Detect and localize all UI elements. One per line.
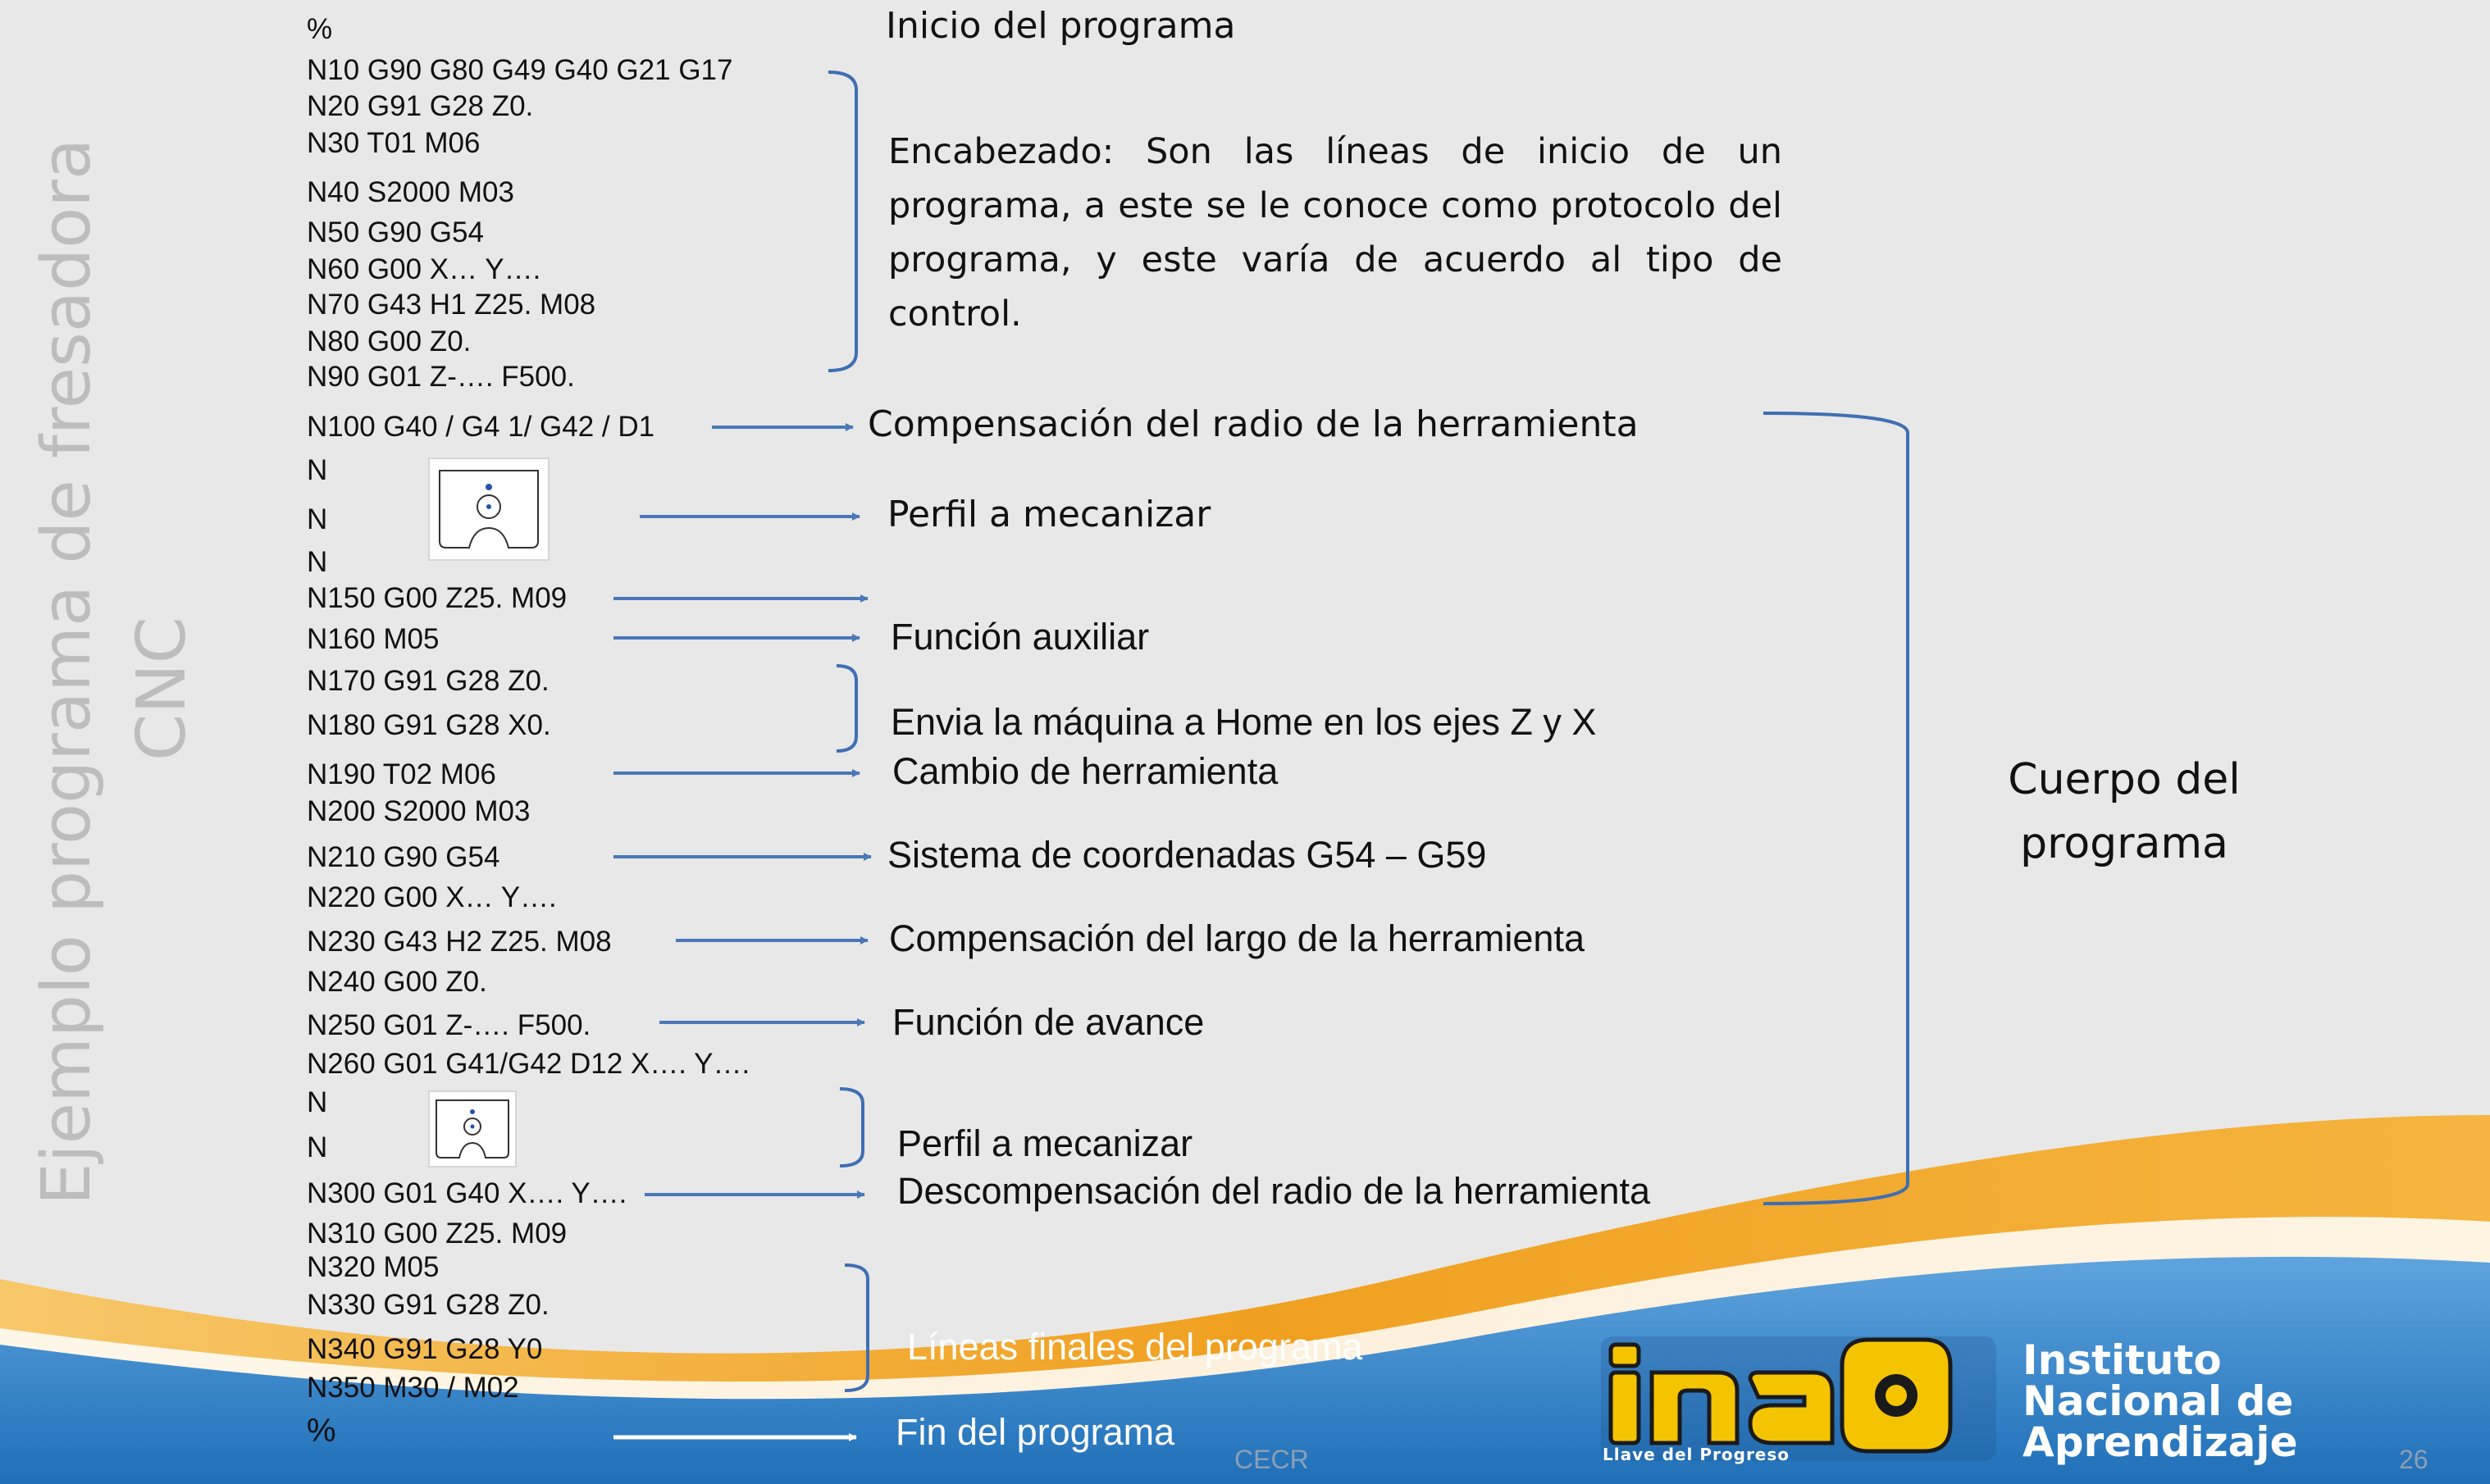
institute-line1: Instituto <box>2023 1336 2222 1384</box>
label-sistema-coordenadas: Sistema de coordenadas G54 – G59 <box>887 834 1487 876</box>
program-line: N70 G43 H1 Z25. M08 <box>307 289 596 321</box>
label-cuerpo-line2: programa <box>2020 819 2228 868</box>
label-cambio-herramienta: Cambio de herramienta <box>892 750 1279 792</box>
program-line: N50 G90 G54 <box>307 216 484 248</box>
program-line: N40 S2000 M03 <box>307 176 514 208</box>
label-lineas-finales: Líneas finales del programa <box>907 1326 1363 1368</box>
program-line: N330 G91 G28 Z0. <box>307 1289 550 1321</box>
institute-line2: Nacional de <box>2023 1377 2294 1425</box>
program-line: N180 G91 G28 X0. <box>307 709 551 741</box>
program-line: N250 G01 Z-…. F500. <box>307 1009 591 1041</box>
program-line: N <box>307 1086 328 1118</box>
label-cuerpo-line1: Cuerpo del <box>2008 755 2241 804</box>
program-line: N30 T01 M06 <box>307 127 481 159</box>
program-line: N <box>307 454 328 486</box>
program-line: N190 T02 M06 <box>307 758 496 790</box>
program-line: N20 G91 G28 Z0. <box>307 90 534 122</box>
label-cuerpo-programa <box>1977 748 2272 876</box>
program-line: N10 G90 G80 G49 G40 G21 G17 <box>307 54 733 86</box>
side-title-line1: Ejemplo programa de fresadora <box>28 138 106 1205</box>
program-line: N310 G00 Z25. M09 <box>307 1218 568 1250</box>
program-line: N100 G40 / G4 1/ G42 / D1 <box>307 411 655 443</box>
program-line: N260 G01 G41/G42 D12 X…. Y…. <box>307 1048 750 1080</box>
label-home: Envia la máquina a Home en los ejes Z y X <box>891 701 1597 743</box>
program-line: N <box>307 1131 328 1163</box>
program-line: N210 G90 G54 <box>307 841 500 873</box>
program-line: N240 G00 Z0. <box>307 966 487 998</box>
label-perfil-2: Perfil a mecanizar <box>897 1122 1193 1164</box>
program-line: N150 G00 Z25. M09 <box>307 582 568 614</box>
label-fin-programa: Fin del programa <box>896 1411 1175 1453</box>
program-line: N340 G91 G28 Y0 <box>307 1333 543 1365</box>
institute-line3: Aprendizaje <box>2023 1418 2298 1466</box>
program-line: % <box>307 13 333 45</box>
program-line: N <box>307 546 328 578</box>
footer-cecr: CECR <box>1234 1445 1309 1474</box>
label-compensacion-largo: Compensación del largo de la herramienta <box>889 917 1585 959</box>
label-descompensacion: Descompensación del radio de la herramienta <box>897 1170 1651 1212</box>
program-line: N90 G01 Z-…. F500. <box>307 361 575 393</box>
label-funcion-avance: Función de avance <box>892 1001 1205 1043</box>
institute-name <box>2023 1336 2298 1466</box>
program-line: N60 G00 X… Y…. <box>307 253 541 285</box>
program-line: N80 G00 Z0. <box>307 325 472 357</box>
program-line: N230 G43 H2 Z25. M08 <box>307 926 612 958</box>
program-line: N160 M05 <box>307 623 440 655</box>
program-line: % <box>307 1413 336 1449</box>
program-line: N <box>307 503 328 535</box>
label-compensacion-radio: Compensación del radio de la herramienta <box>868 403 1639 445</box>
page-number: 26 <box>2399 1445 2428 1474</box>
label-perfil-1: Perfil a mecanizar <box>887 494 1211 535</box>
program-line: N220 G00 X… Y…. <box>307 881 557 913</box>
side-title-line2: CNC <box>123 617 201 761</box>
label-funcion-auxiliar: Función auxiliar <box>891 616 1150 658</box>
program-line: N320 M05 <box>307 1251 440 1283</box>
label-encabezado: Encabezado: Son las líneas de inicio de un programa, a este se le conoce como protocolo del programa, y este varía de acuerdo al tipo de control. <box>888 131 1782 335</box>
program-line: N200 S2000 M03 <box>307 795 531 827</box>
program-line: N300 G01 G40 X…. Y…. <box>307 1177 627 1209</box>
ina-slogan: Llave del Progreso <box>1603 1445 1790 1464</box>
program-line: N350 M30 / M02 <box>307 1372 519 1404</box>
program-line: N170 G91 G28 Z0. <box>307 665 550 697</box>
label-inicio: Inicio del programa <box>886 5 1236 47</box>
